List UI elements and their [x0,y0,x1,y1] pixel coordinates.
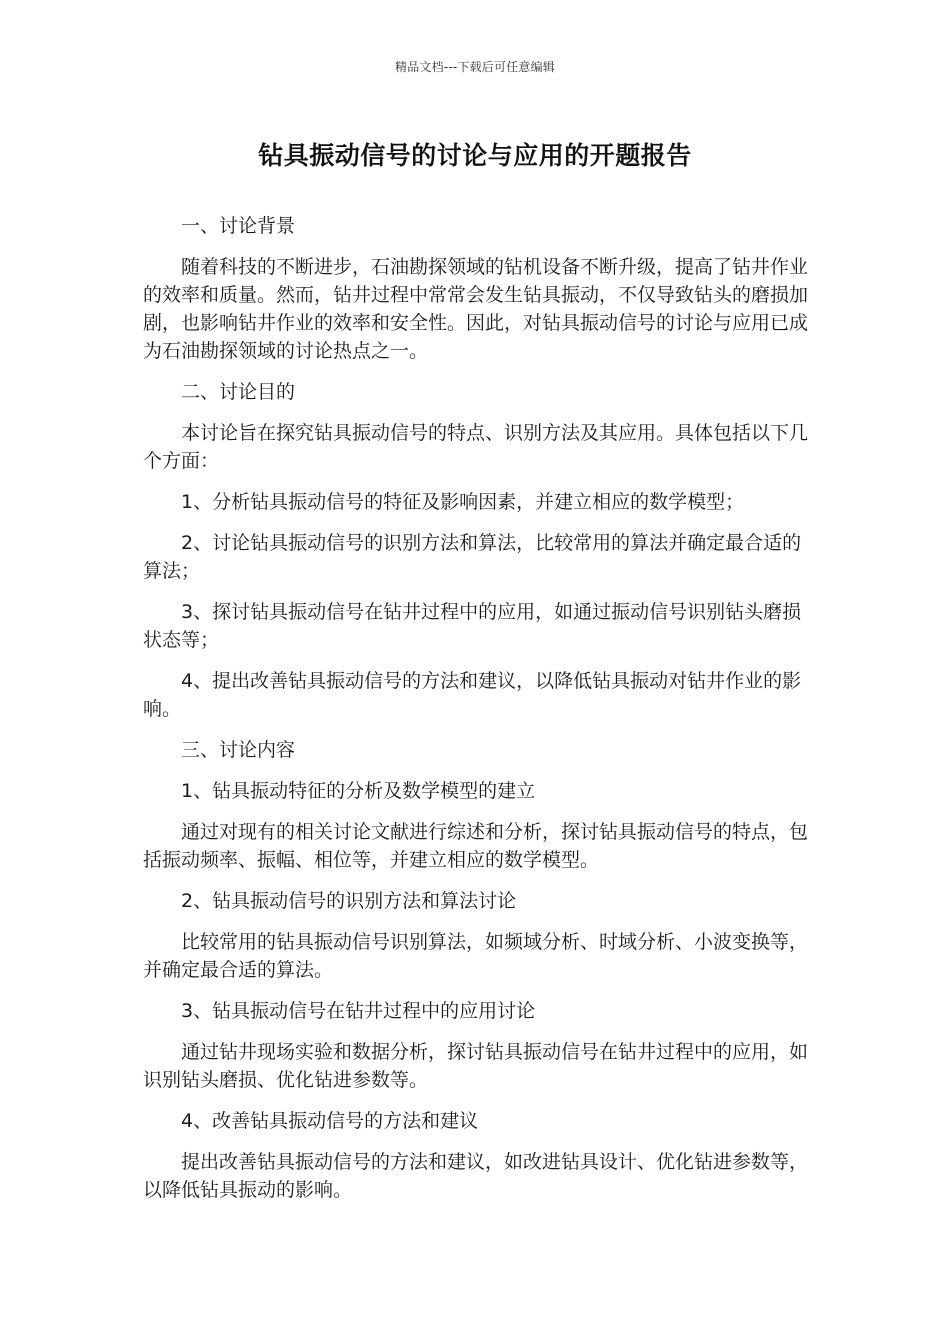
list-item-purpose-3: 3、探讨钻具振动信号在钻井过程中的应用，如通过振动信号识别钻头磨损状态等； [143,601,802,651]
paragraph-content-1: 通过对现有的相关讨论文献进行综述和分析，探讨钻具振动信号的特点，包括振动频率、振幅、相位等，并建立相应的数学模型。 [143,821,809,871]
list-item-purpose-2: 2、讨论钻具振动信号的识别方法和算法，比较常用的算法并确定最合适的算法； [143,532,802,582]
section-heading-content: 三、讨论内容 [181,739,296,761]
paragraph-content-4: 提出改善钻具振动信号的方法和建议，如改进钻具设计、优化钻进参数等，以降低钻具振动的影响。 [143,1151,809,1201]
subheading-content-3: 3、钻具振动信号在钻井过程中的应用讨论 [181,1000,536,1022]
paragraph-purpose-intro: 本讨论旨在探究钻具振动信号的特点、识别方法及其应用。具体包括以下几个方面： [143,422,809,472]
subheading-content-2: 2、钻具振动信号的识别方法和算法讨论 [181,890,517,912]
list-item-purpose-1: 1、分析钻具振动信号的特征及影响因素，并建立相应的数学模型； [181,491,745,513]
paragraph-content-2: 比较常用的钻具振动信号识别算法，如频域分析、时域分析、小波变换等，并确定最合适的算法。 [143,931,809,981]
paragraph-content-3: 通过钻井现场实验和数据分析，探讨钻具振动信号在钻井过程中的应用，如识别钻头磨损、优化钻进参数等。 [143,1041,809,1091]
header-note: 精品文档---下载后可任意编辑 [395,60,555,74]
paragraph-background: 随着科技的不断进步，石油勘探领域的钻机设备不断升级，提高了钻井作业的效率和质量。然而，钻井过程中常常会发生钻具振动，不仅导致钻头的磨损加剧，也影响钻井作业的效率和安全性。因此，对钻具振动信号的讨论与应用已成为石油勘探领域的讨论热点之一。 [143,256,809,362]
section-heading-background: 一、讨论背景 [181,215,296,237]
document-title: 钻具振动信号的讨论与应用的开题报告 [258,141,692,170]
list-item-purpose-4: 4、提出改善钻具振动信号的方法和建议，以降低钻具振动对钻井作业的影响。 [143,670,802,720]
subheading-content-1: 1、钻具振动特征的分析及数学模型的建立 [181,780,536,802]
document-body [143,212,808,1217]
section-heading-purpose: 二、讨论目的 [181,381,296,403]
subheading-content-4: 4、改善钻具振动信号的方法和建议 [181,1110,479,1132]
